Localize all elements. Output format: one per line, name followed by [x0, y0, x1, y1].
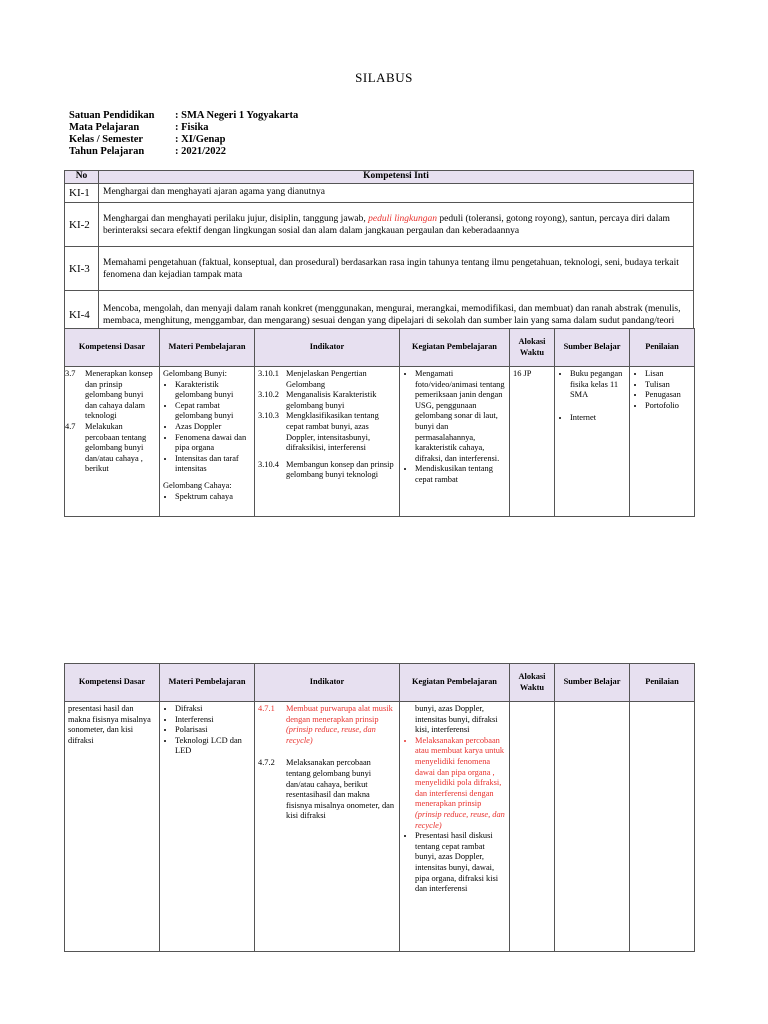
ki-header-title: Kompetensi Inti — [99, 171, 694, 184]
header-kegiatan: Kegiatan Pembelajaran — [400, 329, 510, 367]
list-item: • Interferensi — [175, 715, 251, 726]
materi-cell: Gelombang Bunyi: • Karakteristik gelombang bunyi • Cepat rambat gelombang bunyi • Azas Doppler • Fenomena dawai dan pipa organa • Intensitas dan taraf intensitas Gelombang Cahaya: • Spektrum cahaya — [160, 367, 255, 517]
sumber-cell — [555, 702, 630, 952]
table-row — [65, 247, 694, 291]
ki-text: Mencoba, mengolah, dan menyaji dalam ranah konkret (menggunakan, mengurai, merangkai, memodifikasi, dan membuat) dan ranah abstrak (menulis, membaca, menghitung, menggambar, dan mengarang) sesuai dengan yang dipelajari di sekolah dan sumber lain yang sama dalam sudut pandang/teori — [99, 291, 694, 339]
table-row — [65, 702, 695, 952]
ki-text: Menghargai dan menghayati ajaran agama yang dianutnya — [99, 184, 694, 203]
list-item: • Karakteristik gelombang bunyi — [175, 380, 251, 401]
header-indikator: Indikator — [255, 664, 400, 702]
header-kd: Kompetensi Dasar — [65, 329, 160, 367]
penilaian-cell — [630, 702, 695, 952]
header-indikator: Indikator — [255, 329, 400, 367]
silabus-table-1 — [64, 328, 695, 517]
sumber-cell — [555, 367, 630, 517]
header-penilaian: Penilaian — [630, 664, 695, 702]
table-header-row — [65, 329, 695, 367]
silabus-table-2 — [64, 663, 695, 952]
ki-code: KI-2 — [65, 203, 99, 247]
meta-row: Satuan Pendidikan : SMA Negeri 1 Yogyakarta — [69, 110, 299, 121]
document-meta — [69, 110, 298, 158]
list-item: • Internet — [570, 413, 626, 424]
list-item: • Mengamati foto/video/animasi tentang pemeriksaan janin dengan USG, penggunaan gelombang sonar di laut, bunyi dan permasalahannya, karakteristik cahaya, difraksi, dan interferensi. — [415, 369, 506, 464]
ki-code: KI-3 — [65, 247, 99, 291]
ki-code: KI-1 — [65, 184, 99, 203]
kompetensi-inti-table — [64, 170, 694, 339]
table-row — [65, 203, 694, 247]
table-row — [65, 367, 695, 517]
list-item: • Difraksi — [175, 704, 251, 715]
list-item: • Teknologi LCD dan LED — [175, 736, 251, 757]
list-item: 3.10.1 Menjelaskan Pengertian Gelombang — [258, 369, 367, 389]
list-item: • Mendiskusikan tentang cepat rambat — [415, 464, 506, 485]
meta-row: Tahun Pelajaran : 2021/2022 — [69, 146, 227, 157]
alokasi-cell: 16 JP — [510, 367, 555, 517]
list-item: 3.10.2 Menganalisis Karakteristik gelombang bunyi — [258, 390, 377, 410]
ki-text: Memahami pengetahuan (faktual, konseptual, dan prosedural) berdasarkan rasa ingin tahunya tentang ilmu pengetahuan, teknologi, seni, budaya terkait fenomena dan kejadian tampak mata — [99, 247, 694, 291]
kegiatan-list — [403, 369, 506, 486]
header-kd: Kompetensi Dasar — [65, 664, 160, 702]
kd-cell: presentasi hasil dan makna fisisnya misalnya sonometer, dan kisi difraksi — [65, 702, 160, 952]
ki-code: KI-4 — [65, 291, 99, 339]
materi-cell — [160, 702, 255, 952]
header-materi: Materi Pembelajaran — [160, 329, 255, 367]
list-item: • Tulisan — [645, 380, 691, 391]
list-item: • Azas Doppler — [175, 422, 251, 433]
materi-list — [163, 704, 251, 757]
list-item: • Intensitas dan taraf intensitas — [175, 454, 251, 475]
header-sumber: Sumber Belajar — [555, 329, 630, 367]
list-item: • Portofolio — [645, 401, 691, 412]
list-item: • Buku pegangan fisika kelas 11 SMA — [570, 369, 626, 401]
list-item: • Penugasan — [645, 390, 691, 401]
list-item: • Lisan — [645, 369, 691, 380]
ki-highlight: peduli lingkungan — [368, 213, 437, 224]
list-item: • Presentasi hasil diskusi tentang cepat rambat bunyi, azas Doppler, intensitas bunyi, dawai, pipa organa, difraksi kisi dan interferensi — [415, 831, 506, 895]
list-item: 3.10.3 Mengklasifikasikan tentang cepat rambat bunyi, azas Doppler, intensitasbunyi, difraksikisi, interferensi — [258, 411, 379, 453]
penilaian-cell — [630, 367, 695, 517]
header-kegiatan: Kegiatan Pembelajaran — [400, 664, 510, 702]
sumber-list — [558, 369, 626, 423]
kegiatan-cell: bunyi, azas Doppler, intensitas bunyi, difraksi kisi, interferensi • Melaksanakan percobaan atau membuat karya untuk menyelidiki fenomena dawai dan pipa organa , menyelidiki pola difraksi, dan interferensi dengan menerapkan prinsip (prinsip reduce, reuse, dan recycle) • Presentasi hasil diskusi tentang cepat rambat bunyi, azas Doppler, intensitas bunyi, dawai, pipa organa, difraksi kisi dan interferensi — [400, 702, 510, 952]
ki-text: Menghargai dan menghayati perilaku jujur, disiplin, tanggung jawab, peduli lingkungan peduli (toleransi, gotong royong), santun, percaya diri dalam berinteraksi secara efektif dengan lingkungan sosial dan alam dalam jangkauan pergaulan dan keberadaannya — [99, 203, 694, 247]
ki-header-no: No — [65, 171, 99, 184]
list-item: 4.7 Melakukan percobaan tentang gelombang bunyi dan/atau cahaya , berikut — [65, 421, 147, 474]
list-item: • Spektrum cahaya — [175, 492, 251, 503]
list-item: • Fenomena dawai dan pipa organa — [175, 433, 251, 454]
page-title: SILABUS — [355, 70, 413, 85]
indikator-cell — [255, 367, 400, 517]
list-item: 3.7 Menerapkan konsep dan prinsip gelombang bunyi dan cahaya dalam teknologi — [65, 369, 153, 421]
penilaian-list — [633, 369, 691, 411]
alokasi-cell — [510, 702, 555, 952]
list-item: • Melaksanakan percobaan atau membuat karya untuk menyelidiki fenomena dawai dan pipa organa , menyelidiki pola difraksi, dan interferensi dengan menerapkan prinsip (prinsip reduce, reuse, dan recycle) — [415, 736, 506, 831]
list-item: 3.10.4 Membangun konsep dan prinsip gelombang bunyi teknologi — [258, 459, 394, 480]
meta-row: Kelas / Semester : XI/Genap — [69, 134, 226, 145]
header-penilaian: Penilaian — [630, 329, 695, 367]
header-sumber: Sumber Belajar — [555, 664, 630, 702]
table-header-row — [65, 664, 695, 702]
header-materi: Materi Pembelajaran — [160, 664, 255, 702]
materi-list — [163, 492, 251, 503]
kegiatan-list — [403, 736, 506, 895]
indikator-cell — [255, 702, 400, 952]
kegiatan-cell — [400, 367, 510, 517]
list-item: • Polarisasi — [175, 725, 251, 736]
kd-cell — [65, 367, 160, 517]
header-alokasi: Alokasi Waktu — [510, 664, 555, 702]
meta-row: Mata Pelajaran : Fisika — [69, 122, 209, 133]
list-item: • Cepat rambat gelombang bunyi — [175, 401, 251, 422]
list-item: 4.7.2 Melaksanakan percobaan tentang gelombang bunyi dan/atau cahaya, berikut resentasihasil dan makna fisisnya misalnya onometer, dan kisi difraksi — [258, 758, 395, 821]
materi-list — [163, 380, 251, 475]
header-alokasi: Alokasi Waktu — [510, 329, 555, 367]
table-row — [65, 184, 694, 203]
list-item: 4.7.1 Membuat purwarupa alat musik dengan menerapkan prinsip (prinsip reduce, reuse, dan recycle) — [258, 704, 393, 745]
